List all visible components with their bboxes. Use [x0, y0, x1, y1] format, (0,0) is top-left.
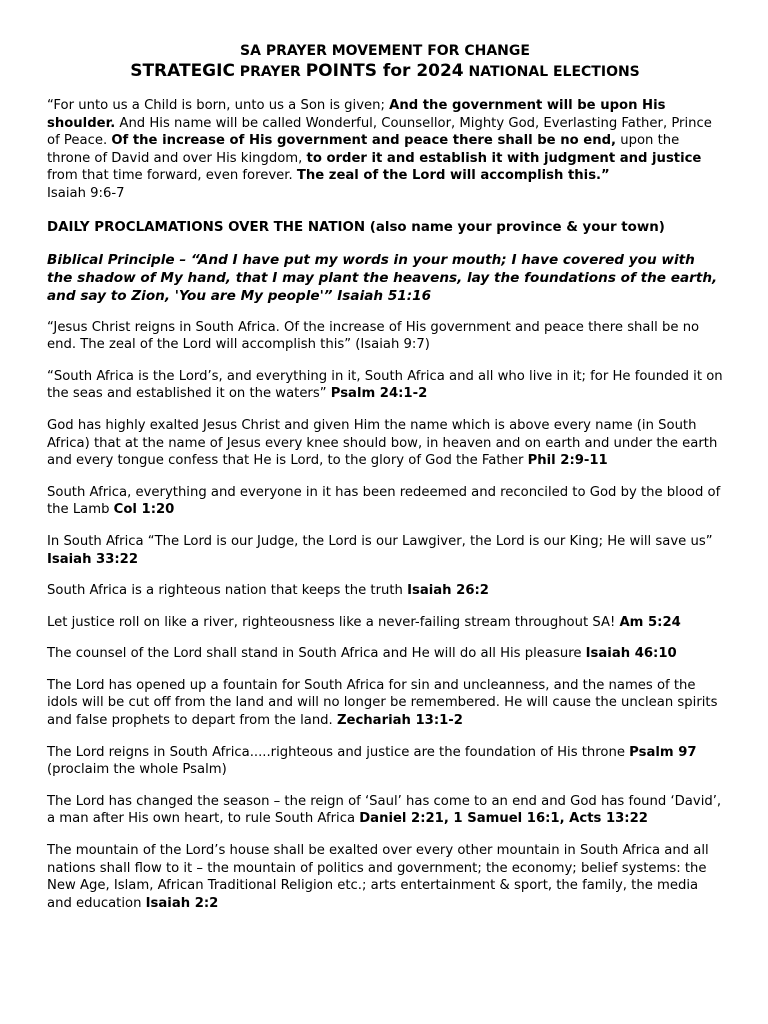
proclamation-text: “South Africa is the Lord’s, and everything in it, South Africa and all who live in it; for He founded it on the seas and established it on the waters” — [47, 368, 723, 402]
scripture-reference: Zechariah 13:1-2 — [336, 713, 463, 729]
proclamation-text: South Africa, everything and everyone in it has been redeemed and reconciled to God by the blood of the Lamb — [47, 484, 721, 518]
scripture-reference: Isaiah 26:2 — [407, 583, 489, 599]
intro-reference: Isaiah 9:6-7 — [47, 185, 125, 201]
proclamation-note: (proclaim the whole Psalm) — [47, 762, 227, 778]
intro-text: “For unto us a Child is born, unto us a Son is given; — [47, 98, 390, 113]
scripture-reference: Psalm 97 — [629, 744, 697, 760]
proclamation-item — [47, 368, 723, 403]
scripture-reference: Isaiah 46:10 — [585, 646, 677, 662]
intro-bold: The zeal of the Lord will accomplish this.” — [296, 168, 610, 184]
proclamation-text: The mountain of the Lord’s house shall be exalted over every other mountain in South Africa and all nations shall flow to it – the mountain of politics and government; the economy; belief systems: the New Age, Islam, African Traditional Religion etc.; arts entertainment & sport, the family, the media and education — [47, 843, 709, 911]
proclamation-item — [47, 677, 723, 730]
scripture-reference: Phil 2:9-11 — [527, 453, 608, 469]
scripture-reference: Isaiah 2:2 — [145, 895, 219, 911]
intro-bold: Of the increase of His government and peace there shall be no end, — [111, 133, 617, 149]
intro-bold: And the government will be upon His shoulder. — [47, 98, 666, 131]
proclamation-item — [47, 533, 723, 568]
intro-text: upon the throne of David and over His kingdom, — [47, 133, 680, 166]
title-word-for: for — [377, 61, 417, 81]
title-word-strategic: STRATEGIC — [130, 61, 235, 81]
document-page — [47, 42, 723, 926]
scripture-reference: Psalm 24:1-2 — [330, 386, 428, 402]
proclamation-item — [47, 793, 723, 828]
proclamation-text: The counsel of the Lord shall stand in South Africa and He will do all His pleasure — [47, 646, 586, 662]
proclamation-item — [47, 319, 723, 354]
proclamation-text: The Lord has opened up a fountain for South Africa for sin and uncleanness, and the names of the idols will be cut off from the land and will no longer be remembered. He will cause the unclean spirits and false prophets to depart from the land. — [47, 677, 718, 729]
title-word-elections: NATIONAL ELECTIONS — [463, 64, 640, 80]
title-word-points: POINTS — [305, 61, 378, 81]
proclamation-item — [47, 744, 723, 779]
scripture-reference: Isaiah 33:22 — [47, 551, 139, 567]
intro-text: from that time forward, even forever. — [47, 168, 297, 184]
document-title — [47, 60, 723, 83]
proclamation-text: “Jesus Christ reigns in South Africa. Of the increase of His government and peace there shall be no end. The zeal of the Lord will accomplish this” (Isaiah 9:7) — [47, 319, 700, 353]
scripture-reference: Am 5:24 — [619, 614, 681, 630]
proclamation-text: God has highly exalted Jesus Christ and given Him the name which is above every name (in South Africa) that at the name of Jesus every knee should bow, in heaven and on earth and under the earth and every tongue confess that He is Lord, to the glory of God the Father — [47, 417, 718, 469]
scripture-reference: Daniel 2:21, 1 Samuel 16:1, Acts 13:22 — [359, 811, 648, 827]
proclamation-text: The Lord reigns in South Africa.....righteous and justice are the foundation of His throne — [47, 744, 630, 760]
proclamation-item — [47, 484, 723, 519]
proclamation-item — [47, 842, 723, 912]
section-heading: DAILY PROCLAMATIONS OVER THE NATION (also name your province & your town) — [47, 219, 665, 235]
proclamation-text: South Africa is a righteous nation that keeps the truth — [47, 583, 408, 599]
title-word-year: 2024 — [416, 61, 464, 81]
proclamation-text: The Lord has changed the season – the reign of ‘Saul’ has come to an end and God has found ‘David’, a man after His own heart, to rule South Africa — [47, 793, 722, 827]
proclamation-item — [47, 417, 723, 470]
intro-text: And His name will be called Wonderful, Counsellor, Mighty God, Everlasting Father, Prince of Peace. — [47, 115, 712, 149]
title-word-prayer: PRAYER — [234, 64, 306, 80]
proclamation-item — [47, 582, 723, 600]
proclamation-list — [47, 319, 723, 913]
document-supertitle: SA PRAYER MOVEMENT FOR CHANGE — [240, 43, 530, 59]
proclamation-text: Let justice roll on like a river, righteousness like a never-failing stream throughout SA! — [47, 614, 620, 630]
intro-scripture — [47, 97, 723, 203]
proclamation-text: In South Africa “The Lord is our Judge, the Lord is our Lawgiver, the Lord is our King; He will save us” — [47, 533, 713, 549]
proclamation-item — [47, 645, 723, 663]
intro-bold: to order it and establish it with judgment and justice — [306, 150, 702, 166]
proclamation-item — [47, 614, 723, 632]
scripture-reference: Col 1:20 — [113, 502, 175, 518]
biblical-principle: Biblical Principle – “And I have put my words in your mouth; I have covered you with the shadow of My hand, that I may plant the heavens, lay the foundations of the earth, and say to Zion, 'You are My people'” Isaiah 51:16 — [47, 251, 718, 304]
